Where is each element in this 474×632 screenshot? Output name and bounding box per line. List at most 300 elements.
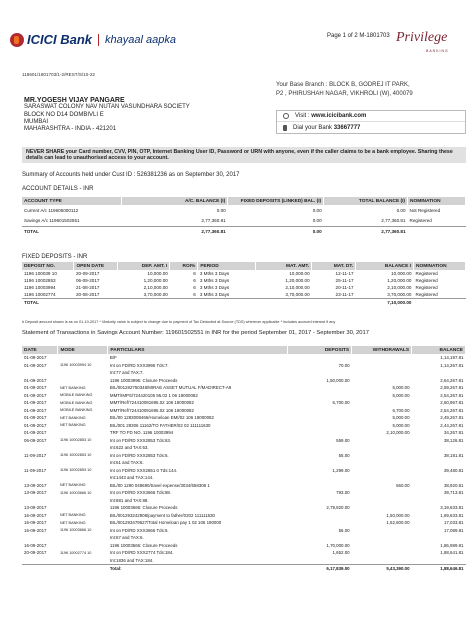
table-cell: 16-09-2017	[24, 542, 47, 548]
table-cell	[58, 474, 108, 482]
table-cell	[412, 444, 466, 452]
icici-logo	[10, 32, 176, 47]
table-cell: 1,88,641.81	[440, 550, 464, 556]
table-cell: MOBILE BANKING	[59, 408, 93, 413]
table-cell: 3,70,000.00	[387, 291, 412, 297]
column-header: ROI%	[170, 262, 198, 270]
table-cell: Int:77 and TAX:7.	[109, 370, 144, 376]
table-cell: 2,49,267.81	[440, 415, 464, 421]
total-cell: 2,77,360.81	[122, 226, 228, 237]
table-cell: 3,70,000.00	[143, 291, 168, 297]
bank-tagline: khayaal aapka	[105, 33, 176, 46]
table-cell: Savings A/c 119601502551	[24, 218, 80, 223]
table-cell	[352, 377, 412, 385]
column-header: MAT. AMT.	[256, 262, 312, 270]
bank-name: ICICI Bank	[27, 32, 93, 47]
column-header: PARTICULARS	[108, 346, 288, 354]
table-cell: 1196 10002853 10	[59, 438, 92, 443]
security-warning: NEVER SHARE your Card number, CVV, PIN, OTP, Internet Banking User ID, Password or URN with anyone, even if the caller claims to be a bank employee. Sharing these details can lead to unauthorised access to your account.	[22, 147, 466, 163]
total-cell: TOTAL	[22, 298, 74, 307]
table-cell: 6	[193, 278, 196, 283]
table-cell	[352, 527, 412, 535]
table-row	[22, 377, 466, 385]
table-cell	[22, 459, 58, 467]
total-cell: 0.00	[228, 226, 324, 237]
table-cell: 20-09-2017	[24, 550, 47, 556]
column-header: NOMINATION	[408, 197, 466, 205]
total-cell	[58, 564, 108, 572]
deposit-footnote: # Deposit amount shown is as on 01-10-2017 ^ Maturity value is subject to change due to payment of Tax Deducted at Source (TDS) wherever applicable * includes accrued interest if any	[22, 320, 336, 324]
table-cell	[352, 444, 412, 452]
table-cell: Registered	[415, 271, 438, 276]
table-row	[22, 519, 466, 527]
table-cell: BIL/001 28306 11162/TO FATHER/02 02 111111630	[109, 422, 211, 428]
table-cell: 01-09-2017	[24, 407, 47, 413]
table-cell	[288, 354, 352, 362]
column-header: ACCOUNT TYPE	[22, 197, 122, 205]
table-cell: B/F	[109, 355, 117, 361]
table-row	[22, 384, 466, 392]
total-cell: 5,43,390.00	[352, 564, 412, 572]
table-cell	[22, 444, 58, 452]
table-cell: 25-11-17	[335, 278, 354, 283]
table-cell: 3,70,000.00	[285, 291, 310, 297]
table-cell: 5,000.00	[392, 422, 410, 428]
table-cell	[352, 497, 412, 505]
dial-row	[277, 122, 465, 133]
table-cell	[22, 557, 58, 565]
table-cell	[288, 392, 352, 400]
table-cell: 01-09-2017	[24, 422, 47, 428]
table-cell	[352, 459, 412, 467]
total-cell	[22, 564, 58, 572]
table-cell	[22, 474, 58, 482]
table-cell: 38,920.81	[443, 482, 464, 488]
table-cell: 01-09-2017	[24, 430, 47, 436]
table-cell	[352, 489, 412, 497]
reference-code: 119601/1801703/1-2/REST/S/10-22	[22, 72, 95, 77]
table-row	[22, 557, 466, 565]
table-cell	[288, 512, 352, 520]
table-cell	[288, 414, 352, 422]
table-cell: 0.00	[396, 207, 406, 213]
table-cell: BIL/00 1290 048690/travel expense/3034/658308 1	[109, 482, 210, 488]
table-cell: 06-09-2017	[24, 437, 47, 443]
table-cell: TRF TO FD NO. 1196 10003994	[109, 430, 174, 436]
table-cell: 1,20,000.00	[387, 278, 412, 283]
table-cell	[58, 354, 108, 362]
table-cell: 1196 10003666: Closure Proceeds	[109, 542, 178, 548]
table-cell: 1,299.00	[332, 467, 350, 473]
table-cell: 560.00	[396, 482, 410, 488]
table-cell	[58, 429, 108, 437]
total-cell	[198, 298, 256, 307]
table-cell: 3,19,633.81	[440, 505, 464, 511]
table-cell: 1,14,197.81	[440, 355, 464, 361]
table-row	[22, 467, 466, 475]
table-cell	[352, 542, 412, 550]
table-cell: 5,000.00	[392, 415, 410, 421]
table-cell: 10,000.00	[147, 271, 168, 276]
table-cell: Registered	[415, 278, 438, 283]
table-cell: 20-08-2017	[75, 291, 100, 297]
table-cell: Int on FD/RD XXX2853 Tds:63.	[109, 437, 172, 443]
table-cell	[352, 557, 412, 565]
table-cell	[412, 474, 466, 482]
table-cell: 2,59,267.81	[440, 385, 464, 391]
total-row	[22, 298, 466, 307]
statement-header	[0, 0, 474, 60]
privilege-title: Privilege	[396, 30, 448, 45]
table-cell: 55.00	[338, 452, 350, 458]
table-row	[22, 392, 466, 400]
table-cell	[412, 369, 466, 377]
table-cell: 1196 10002774	[24, 291, 56, 297]
table-cell	[58, 542, 108, 550]
table-row	[22, 291, 466, 298]
table-cell: Int:61 and TAX:6.	[109, 460, 144, 466]
table-cell: 16-09-2017	[24, 512, 47, 518]
table-cell	[288, 407, 352, 415]
table-cell: 10,000.00	[391, 271, 412, 276]
table-cell: 01-09-2017	[24, 415, 47, 421]
table-cell: 1,86,989.81	[440, 542, 464, 548]
table-cell: 1,20,000.00	[285, 278, 310, 283]
phone-number: 33667777	[333, 124, 361, 131]
table-cell	[412, 557, 466, 565]
table-cell: Int:881 and TAX:88.	[109, 497, 149, 503]
column-header: MAT. DT.	[312, 262, 356, 270]
total-row	[22, 226, 466, 237]
table-cell	[288, 429, 352, 437]
table-cell: 01-09-2017	[24, 400, 47, 406]
address-line: MUMBAI	[24, 118, 48, 125]
table-cell	[22, 369, 58, 377]
table-row	[22, 549, 466, 557]
table-row	[22, 482, 466, 490]
address-line: SARASWAT COLONY NAV NUTAN VASUNDHARA SOCIETY	[24, 104, 190, 111]
total-cell	[170, 298, 198, 307]
table-cell: 2,10,000.00	[386, 430, 410, 436]
website-link[interactable]: www.icicibank.com	[311, 113, 367, 119]
fixed-deposits-heading: FIXED DEPOSITS - INR	[22, 254, 88, 260]
table-cell: MOBILE BANKING	[59, 400, 93, 405]
table-cell: 56.00	[338, 527, 350, 533]
table-cell: 1,52,600.00	[386, 520, 410, 526]
table-cell: Not Registered	[409, 207, 441, 213]
table-row	[22, 542, 466, 550]
table-cell	[58, 369, 108, 377]
table-cell: 5,000.00	[392, 392, 410, 398]
table-cell: Int:1443 and TAX:144.	[109, 475, 154, 481]
table-cell: 2,60,967.81	[440, 400, 464, 406]
table-cell: 01-09-2017	[24, 385, 47, 391]
table-cell	[352, 504, 412, 512]
table-cell: 1,652.00	[332, 550, 350, 556]
table-cell	[412, 534, 466, 542]
phone-icon	[283, 125, 287, 131]
account-details-table	[22, 197, 466, 237]
table-cell: 1196 10002774 10	[59, 550, 92, 555]
table-cell: 1196 10003666: Closure Proceeds	[109, 505, 178, 511]
column-header: DEP. AMT. I	[118, 262, 170, 270]
table-cell: Int:622 and TAX:63.	[109, 445, 149, 451]
table-row	[22, 444, 466, 452]
table-cell: 17,089.81	[443, 527, 464, 533]
table-cell: BIL/001293479627/Total Homeloan pay 1 02 106 190000	[109, 520, 222, 526]
table-row	[22, 354, 466, 362]
table-cell	[288, 497, 352, 505]
table-cell: 5,000.00	[392, 385, 410, 391]
privilege-banking-logo	[396, 30, 454, 56]
table-cell: 3 Mths 3 Days	[199, 278, 230, 283]
table-cell	[352, 437, 412, 445]
table-cell: 12-11-17	[335, 271, 354, 276]
table-cell: 01-09-2017	[24, 392, 47, 398]
table-cell: 16-09-2017	[24, 520, 47, 526]
table-cell: NET BANKING	[59, 520, 86, 525]
table-cell	[352, 399, 412, 407]
table-cell: 1196 10002853 10	[59, 453, 92, 458]
table-cell	[288, 557, 352, 565]
table-cell: 1,70,000.00	[326, 542, 350, 548]
transactions-table	[22, 346, 466, 572]
table-row	[22, 277, 466, 284]
table-row	[22, 504, 466, 512]
table-cell: MOBILE BANKING	[59, 393, 93, 398]
table-cell	[352, 549, 412, 557]
table-header-row	[22, 346, 466, 354]
column-header: BALANCE I	[356, 262, 414, 270]
table-cell: MMT/Ref/724410091695.02 106 19000082	[109, 407, 194, 413]
table-cell: 16-09-2017	[24, 527, 47, 533]
branch-line-1: Your Base Branch : BLOCK B, GODREJ IT PARK,	[276, 82, 410, 88]
column-header: DEPOSITS	[288, 346, 352, 354]
table-cell: 10,000.00	[289, 271, 310, 276]
table-row	[22, 527, 466, 535]
table-cell: 0.00	[312, 207, 322, 213]
table-cell: 20-09-2017	[75, 271, 100, 276]
table-row	[22, 422, 466, 430]
dial-label: Dial your Bank	[293, 124, 333, 131]
table-cell: 1196 10003994 10	[59, 363, 92, 368]
table-cell	[58, 377, 108, 385]
table-cell: 38,181.81	[443, 452, 464, 458]
table-cell	[412, 459, 466, 467]
table-cell: Registered	[409, 218, 432, 223]
table-cell: 3 Mths 3 Days	[199, 271, 230, 276]
column-header: BALANCE	[412, 346, 466, 354]
table-cell: Int on FD/RD XXX3666 Tds:6.	[109, 527, 169, 533]
table-cell: 1196 10002853	[24, 278, 56, 283]
page-info: Page 1 of 2 M-1801703	[327, 33, 390, 39]
table-cell: 1,50,000.00	[386, 512, 410, 518]
table-cell	[412, 497, 466, 505]
table-cell	[352, 474, 412, 482]
column-header: DEPOSIT NO.	[22, 262, 74, 270]
visit-label: Visit	[295, 113, 307, 119]
table-cell: 13-09-2017	[24, 490, 47, 496]
table-cell: Int on FD/RD XXX2853 Tds:6.	[109, 452, 169, 458]
table-cell	[288, 534, 352, 542]
total-cell	[74, 298, 118, 307]
icici-logo-mark-icon	[10, 33, 24, 47]
table-row	[22, 429, 466, 437]
table-cell	[352, 534, 412, 542]
table-row	[22, 270, 466, 277]
address-line: BLOCK NO D14 DOMBIVLI E	[24, 111, 104, 118]
total-cell: 1,88,646.81	[412, 564, 466, 572]
table-cell: 1196 100039 10	[24, 271, 57, 276]
table-cell: Int on FD/RD XXX3666 Tds:88.	[109, 490, 172, 496]
table-cell: 2,77,360.81	[381, 218, 406, 223]
table-header-row	[22, 197, 466, 205]
table-row	[22, 459, 466, 467]
address-line: MAHARASHTRA - INDIA - 421201	[24, 126, 117, 133]
table-cell: 1,20,000.00	[143, 278, 168, 283]
table-row	[22, 489, 466, 497]
table-cell: 06-09-2017	[75, 278, 100, 283]
table-cell: 2,10,000.00	[143, 285, 168, 290]
table-cell: 13-09-2017	[24, 505, 47, 511]
table-cell: 1196 10003996: Closure Proceeds	[109, 377, 178, 383]
table-header-row	[22, 262, 466, 270]
table-cell	[288, 369, 352, 377]
column-header: TOTAL BALANCE (I)	[324, 197, 408, 205]
table-cell: 38,126.81	[443, 437, 464, 443]
table-cell: 39,713.81	[443, 490, 464, 496]
table-cell: Registered	[415, 291, 438, 297]
table-cell: 11-09-2017	[24, 467, 47, 473]
table-cell: 6,700.00	[332, 400, 350, 406]
table-cell: 2,44,267.81	[440, 422, 464, 428]
statement-title: Statement of Transactions in Savings Account Number: 119601502551 in INR for the period September 01, 2017 - September 30, 2017	[22, 330, 369, 336]
table-cell: 6,700.00	[392, 407, 410, 413]
customer-name: MR.YOGESH VIJAY PANGARE	[24, 97, 125, 104]
table-cell: 01-09-2017	[24, 362, 47, 368]
table-cell: 39,480.81	[443, 467, 464, 473]
column-header: FIXED DEPOSITS (LINKED) BAL. (I)	[228, 197, 324, 205]
table-row	[22, 452, 466, 460]
column-header: WITHDRAWALS	[352, 346, 412, 354]
table-cell	[22, 534, 58, 542]
table-cell: 2,77,360.81	[201, 218, 226, 223]
total-cell: TOTAL	[22, 226, 122, 237]
base-branch	[276, 81, 466, 99]
table-cell: 0.00	[216, 207, 226, 213]
column-header: MODE	[58, 346, 108, 354]
table-cell: 23-11-17	[335, 291, 354, 297]
table-row	[22, 284, 466, 291]
total-cell: Total:	[108, 564, 288, 572]
table-cell: NET BANKING	[59, 415, 86, 420]
table-cell: 34,267.81	[443, 430, 464, 436]
table-cell: 6	[193, 285, 196, 290]
table-cell: 01-09-2017	[24, 355, 47, 361]
table-cell: 3 Mths 3 Days	[199, 291, 230, 297]
table-cell: 6	[193, 271, 196, 276]
table-cell: 17,033.81	[443, 520, 464, 526]
table-cell: 6	[193, 291, 196, 297]
table-row	[22, 216, 466, 227]
table-cell: 13-09-2017	[24, 482, 47, 488]
table-cell	[58, 504, 108, 512]
table-cell: Int:1836 and TAX:184.	[109, 557, 154, 563]
table-cell: NET BANKING	[59, 423, 86, 428]
table-cell	[58, 497, 108, 505]
table-cell: MMT/Ref/724410091695.02 106 19000082	[109, 400, 194, 406]
table-cell: 1,50,000.00	[326, 377, 350, 383]
logo-divider	[98, 34, 99, 46]
table-cell: 21-08-2017	[75, 285, 100, 290]
table-row	[22, 362, 466, 370]
customer-address-block	[24, 97, 190, 133]
table-cell	[288, 474, 352, 482]
table-cell: NET BANKING	[59, 483, 86, 488]
table-cell: 2,79,920.00	[326, 505, 350, 511]
table-cell: 2,54,267.81	[440, 392, 464, 398]
table-cell: 01-09-2017	[24, 377, 47, 383]
table-cell	[58, 459, 108, 467]
table-cell: 2,54,267.81	[440, 407, 464, 413]
visit-row: Visit : www.icicibank.com	[277, 111, 465, 122]
fixed-deposits-table	[22, 262, 466, 307]
table-row	[22, 512, 466, 520]
table-cell: 20-11-17	[335, 285, 354, 290]
table-cell: 70.00	[338, 362, 350, 368]
privilege-subtitle: BANKING	[426, 49, 449, 53]
table-cell: 559.00	[336, 437, 350, 443]
column-header: OPEN DATE	[74, 262, 118, 270]
table-cell	[352, 369, 412, 377]
branch-line-2: P2 , PHIRUSHAH NAGAR, VIKHROLI (W), 400079	[276, 91, 413, 97]
table-cell: Int on FD/RD XXX2851 0 Tds:144.	[109, 467, 178, 473]
total-cell	[414, 298, 466, 307]
total-cell: 6,17,839.00	[288, 564, 352, 572]
table-row	[22, 205, 466, 216]
table-row	[22, 369, 466, 377]
globe-icon	[283, 113, 289, 119]
table-row	[22, 534, 466, 542]
table-cell	[288, 519, 352, 527]
table-cell: 0.00	[312, 218, 322, 223]
table-cell	[288, 384, 352, 392]
total-row	[22, 564, 466, 572]
table-cell: 1196 10003994	[24, 285, 56, 290]
total-cell	[312, 298, 356, 307]
table-cell	[22, 497, 58, 505]
table-cell: 793.00	[336, 490, 350, 496]
table-row	[22, 399, 466, 407]
table-cell: Int on FD/RD XXX2774 Tds:184.	[109, 550, 174, 556]
table-cell	[288, 482, 352, 490]
table-cell: 1,69,633.81	[440, 512, 464, 518]
contact-box	[276, 110, 466, 134]
table-cell: 1196 10003666 10	[59, 528, 92, 533]
table-cell: NET BANKING	[59, 385, 86, 390]
column-header: DATE	[22, 346, 58, 354]
column-header: PERIOD	[198, 262, 256, 270]
table-cell	[352, 452, 412, 460]
account-details-heading: ACCOUNT DETAILS - INR	[22, 186, 94, 192]
table-cell: 1,14,267.81	[440, 362, 464, 368]
table-cell: 2,64,267.81	[440, 377, 464, 383]
table-cell	[288, 422, 352, 430]
table-cell: 1196 10003666 10	[59, 490, 92, 495]
total-cell: 2,77,360.81	[324, 226, 408, 237]
table-cell: BIL/00 1283008466/Homeloan EMI/02 106 19000082	[109, 415, 214, 421]
total-cell	[256, 298, 312, 307]
